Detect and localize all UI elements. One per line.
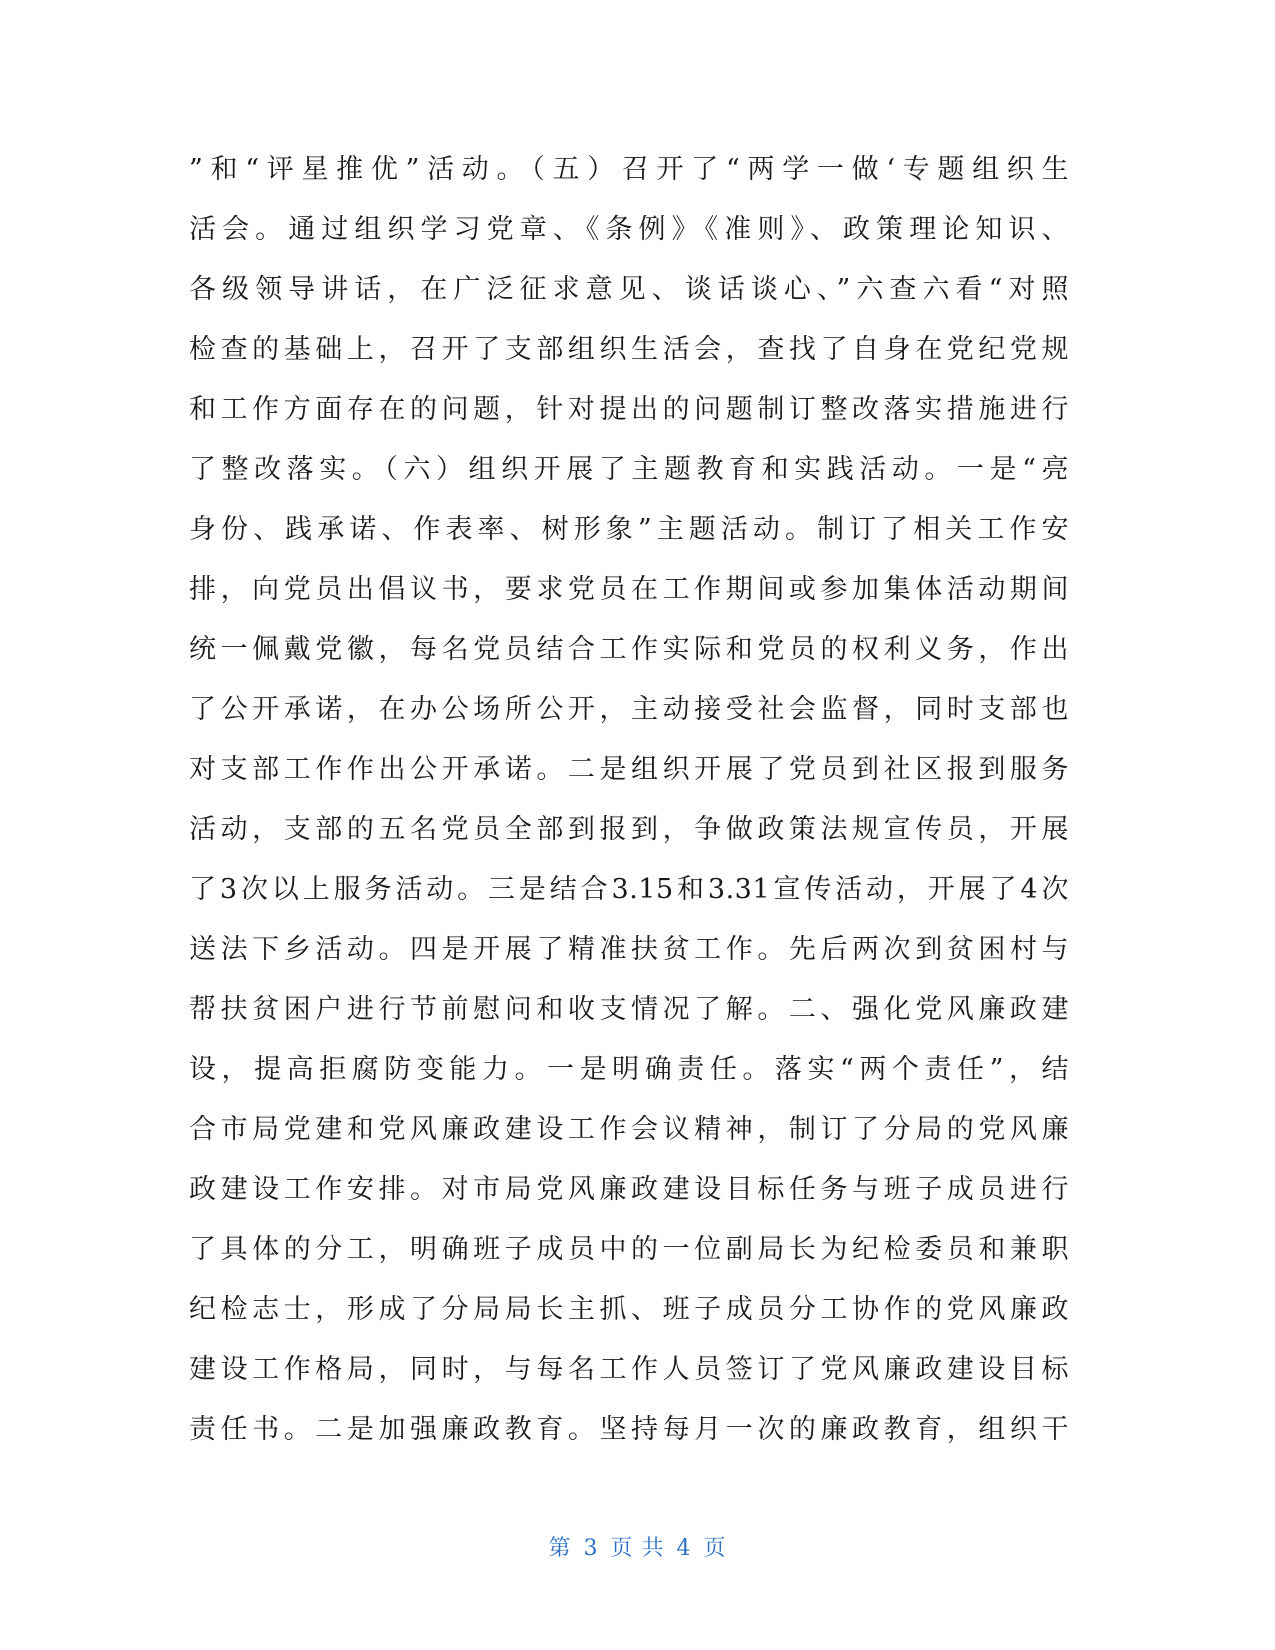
text-line: 纪检志士，形成了分局局长主抓、班子成员分工协作的党风廉政: [189, 1294, 1069, 1325]
text-line: 排，向党员出倡议书，要求党员在工作期间或参加集体活动期间: [189, 574, 1069, 605]
text-line: 帮扶贫困户进行节前慰问和收支情况了解。二、强化党风廉政建: [189, 994, 1069, 1025]
footer-suffix: 页: [703, 1536, 727, 1561]
text-line: 建设工作格局，同时，与每名工作人员签订了党风廉政建设目标: [189, 1354, 1069, 1385]
text-line: 政建设工作安排。对市局党风廉政建设目标任务与班子成员进行: [189, 1174, 1069, 1205]
text-line: 各级领导讲话，在广泛征求意见、谈话谈心、”六查六看“对照: [189, 274, 1069, 305]
text-line: 责任书。二是加强廉政教育。坚持每月一次的廉政教育，组织干: [189, 1414, 1069, 1445]
body-text: [189, 140, 1069, 1460]
current-page-number: 3: [583, 1536, 599, 1561]
text-line: 了整改落实。（六）组织开展了主题教育和实践活动。一是“亮: [189, 454, 1069, 485]
text-line: 合市局党建和党风廉政建设工作会议精神，制订了分局的党风廉: [189, 1114, 1069, 1145]
text-line: 检查的基础上，召开了支部组织生活会，查找了自身在党纪党规: [189, 334, 1069, 365]
total-page-count: 4: [676, 1536, 692, 1561]
page-footer: [0, 1531, 1275, 1562]
text-line: 活动，支部的五名党员全部到报到，争做政策法规宣传员，开展: [189, 814, 1069, 845]
text-line: 身份、践承诺、作表率、树形象”主题活动。制订了相关工作安: [189, 514, 1069, 545]
text-line: 设，提高拒腐防变能力。一是明确责任。落实“两个责任”，结: [189, 1054, 1069, 1085]
text-line: 统一佩戴党徽，每名党员结合工作实际和党员的权利义务，作出: [189, 634, 1069, 665]
text-line: 和工作方面存在的问题，针对提出的问题制订整改落实措施进行: [189, 394, 1069, 425]
text-line: 了具体的分工，明确班子成员中的一位副局长为纪检委员和兼职: [189, 1234, 1069, 1265]
footer-middle: 页 共: [610, 1536, 665, 1561]
text-line: 了公开承诺，在办公场所公开，主动接受社会监督，同时支部也: [189, 694, 1069, 725]
text-line: 对支部工作作出公开承诺。二是组织开展了党员到社区报到服务: [189, 754, 1069, 785]
footer-prefix: 第: [548, 1536, 572, 1561]
text-line: 送法下乡活动。四是开展了精准扶贫工作。先后两次到贫困村与: [189, 934, 1069, 965]
text-line: 活会。通过组织学习党章、《条例》《准则》、政策理论知识、: [189, 214, 1069, 245]
text-line: ”和“评星推优”活动。（五）召开了“两学一做‘专题组织生: [189, 154, 1069, 185]
text-line: 了3次以上服务活动。三是结合3.15和3.31宣传活动，开展了4次: [189, 874, 1069, 905]
